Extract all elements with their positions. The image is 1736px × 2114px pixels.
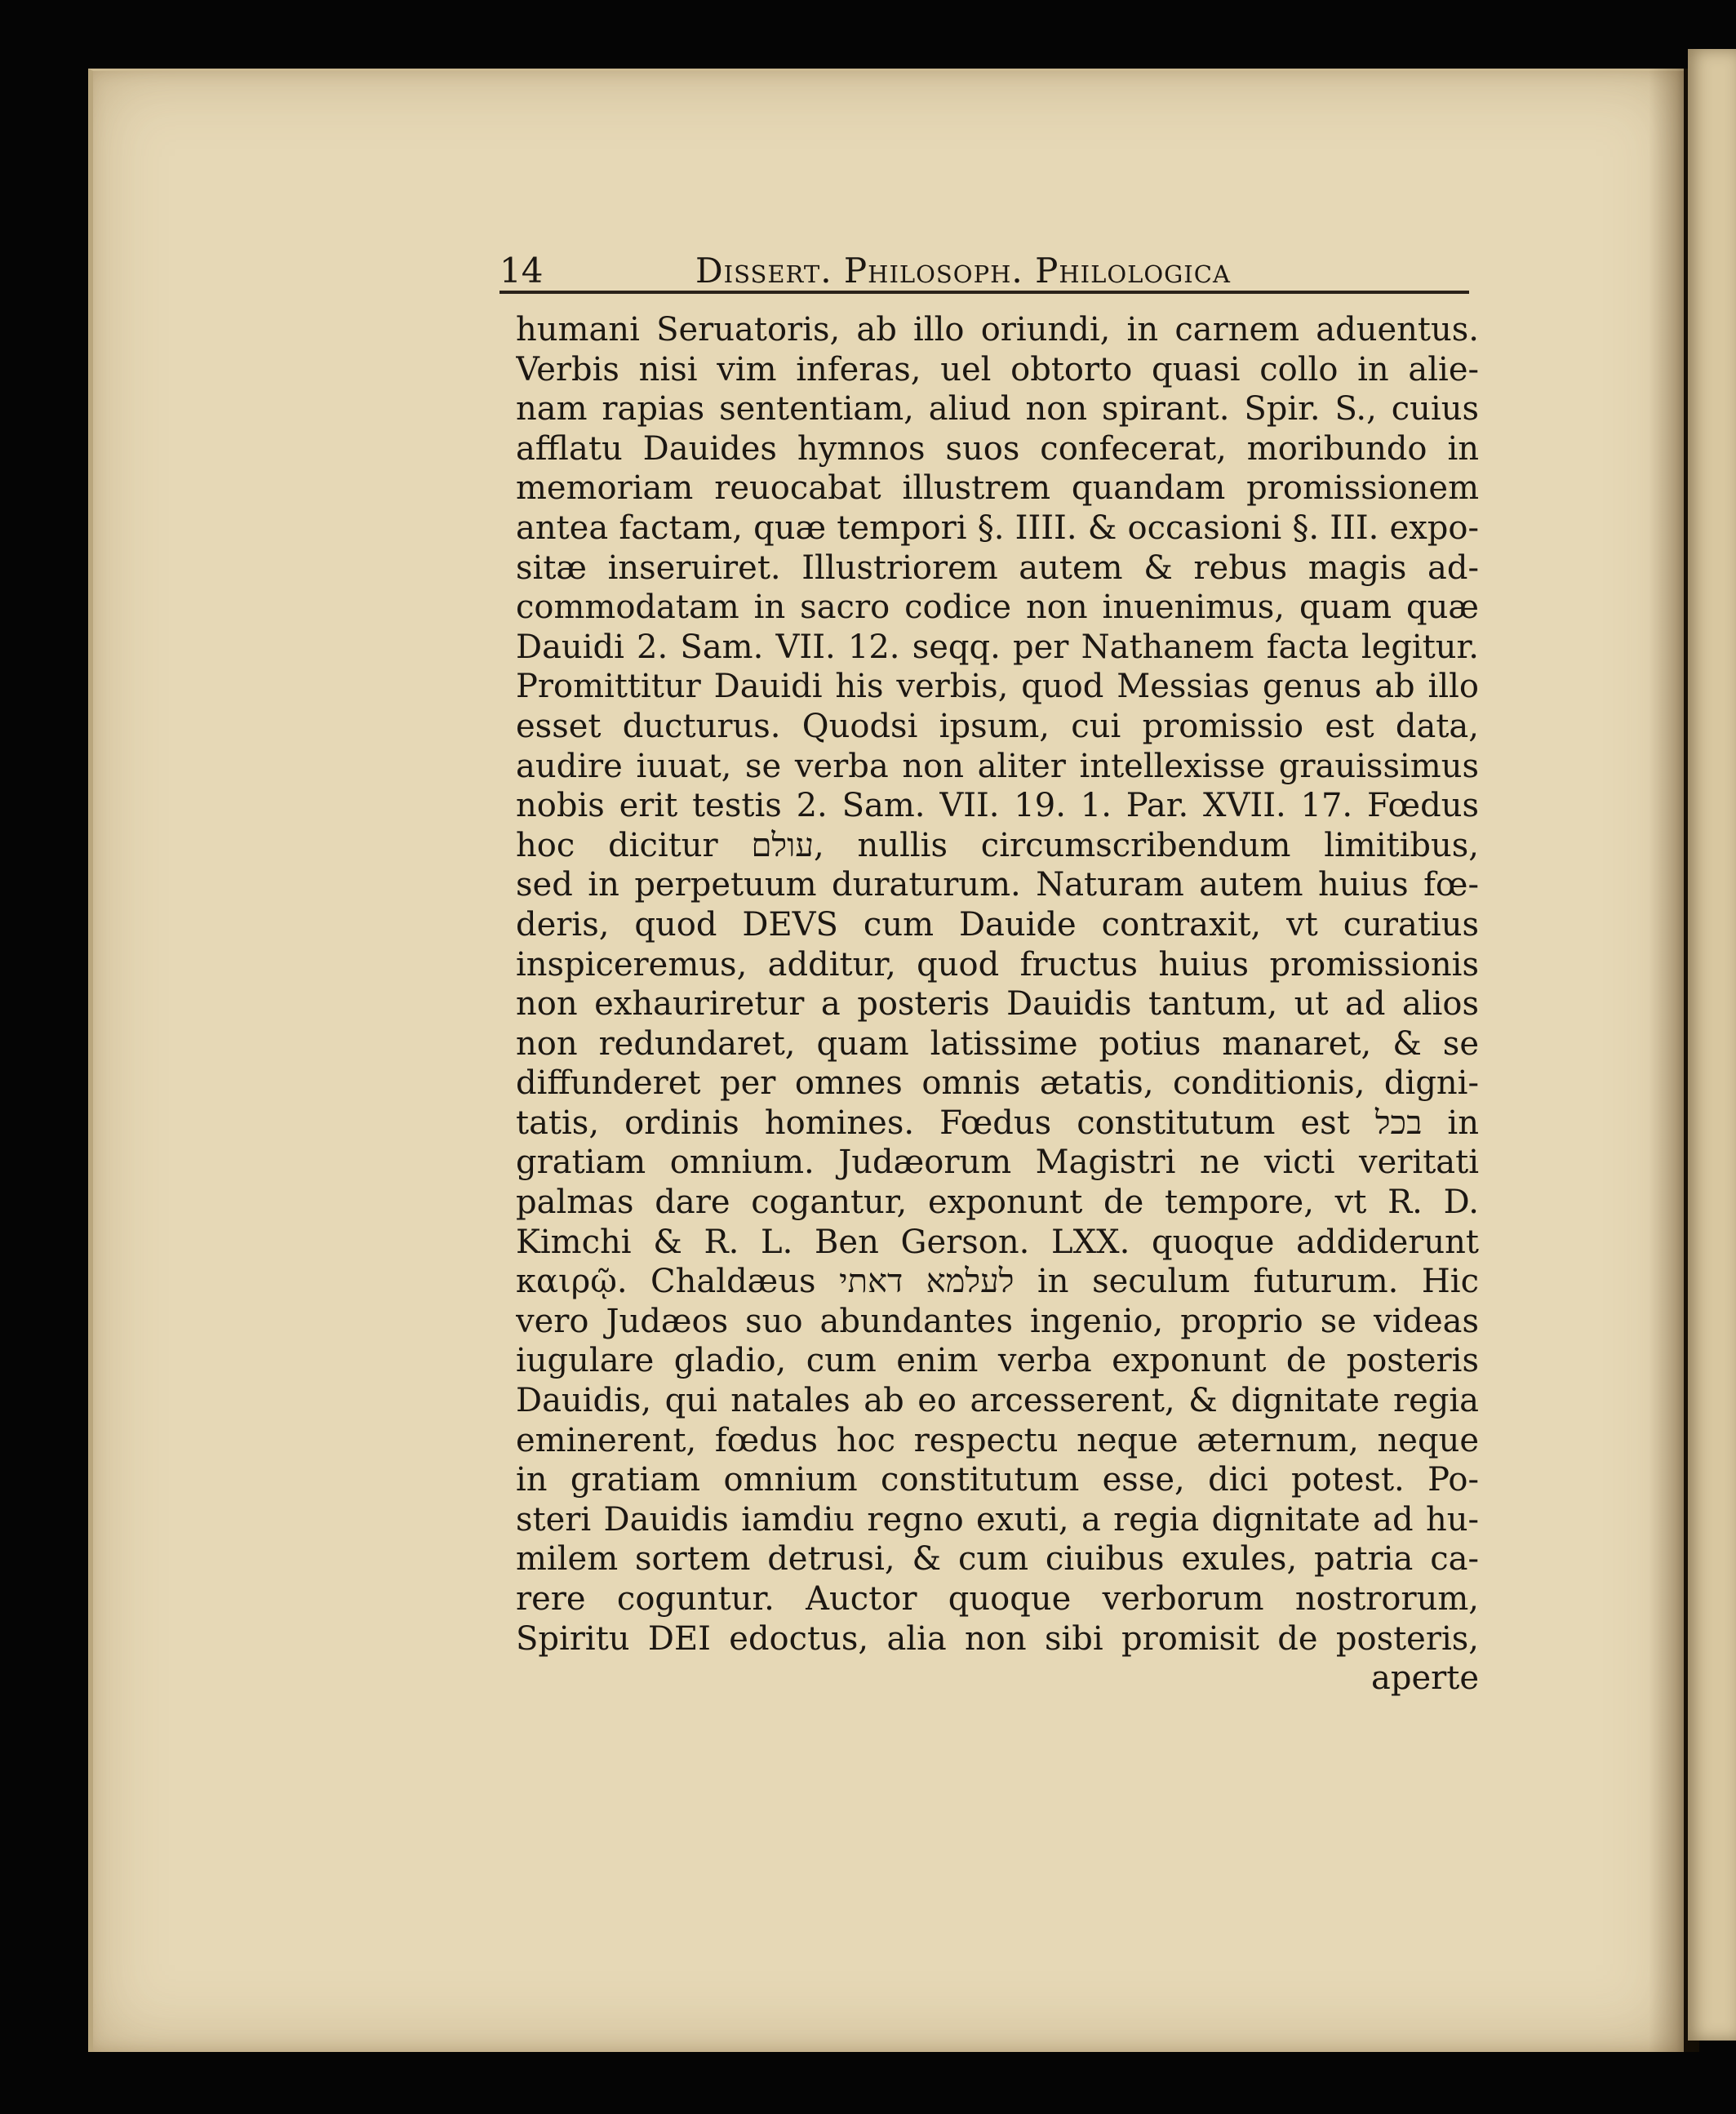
text-line: hoc dicitur עולם, nullis circumscribendum limitibus, xyxy=(516,826,1479,864)
body-text xyxy=(516,310,1479,1699)
running-head: Dissert. Philosoph. Philologica xyxy=(695,251,1231,291)
text-line: Promittitur Dauidi his verbis, quod Messias genus ab illo xyxy=(516,668,1479,706)
text-line: esset ducturus. Quodsi ipsum, cui promissio est data, xyxy=(516,707,1479,745)
text-line: milem sortem detrusi, & cum ciuibus exules, patria ca- xyxy=(516,1540,1479,1579)
catchword: aperte xyxy=(1371,1659,1479,1698)
text-line: Dauidis, qui natales ab eo arcesserent, & dignitate regia xyxy=(516,1382,1479,1420)
facing-page-edge xyxy=(1688,49,1736,2041)
page-number: 14 xyxy=(499,251,544,291)
text-line: eminerent, fœdus hoc respectu neque æternum, neque xyxy=(516,1421,1479,1459)
text-line: vero Judæos suo abundantes ingenio, proprio se videas xyxy=(516,1302,1479,1340)
text-line: non redundaret, quam latissime potius manaret, & se xyxy=(516,1024,1479,1063)
text-line: rere coguntur. Auctor quoque verborum nostrorum, xyxy=(516,1580,1479,1618)
text-line: sitæ inseruiret. Illustriorem autem & rebus magis ad- xyxy=(516,548,1479,587)
text-line: afflatu Dauides hymnos suos confecerat, moribundo in xyxy=(516,429,1479,468)
text-line: gratiam omnium. Judæorum Magistri ne victi veritati xyxy=(516,1144,1479,1182)
text-line: antea factam, quæ tempori §. IIII. & occasioni §. III. expo- xyxy=(516,509,1479,547)
text-line: καιρῷ. Chaldæus לעלמא דאתי in seculum futurum. Hic xyxy=(516,1263,1479,1301)
text-line: in gratiam omnium constitutum esse, dici potest. Po- xyxy=(516,1461,1479,1499)
text-line: Kimchi & R. L. Ben Gerson. LXX. quoque addiderunt xyxy=(516,1223,1479,1261)
text-line: iugulare gladio, cum enim verba exponunt de posteris xyxy=(516,1342,1479,1380)
text-line: nobis erit testis 2. Sam. VII. 19. 1. Par. XVII. 17. Fœdus xyxy=(516,787,1479,825)
text-line: steri Dauidis iamdiu regno exuti, a regia dignitate ad hu- xyxy=(516,1500,1479,1539)
header-rule xyxy=(499,291,1469,294)
text-line: palmas dare cogantur, exponunt de tempore, vt R. D. xyxy=(516,1184,1479,1222)
text-line: diffunderet per omnes omnis ætatis, conditionis, digni- xyxy=(516,1064,1479,1103)
text-line: Dauidi 2. Sam. VII. 12. seqq. per Nathanem facta legitur. xyxy=(516,628,1479,666)
text-line: nam rapias sententiam, aliud non spirant. Spir. S., cuius xyxy=(516,390,1479,429)
text-line: humani Seruatoris, ab illo oriundi, in carnem aduentus. xyxy=(516,311,1479,349)
text-line: inspiceremus, additur, quod fructus huius promissionis xyxy=(516,945,1479,984)
text-line: sed in perpetuum duraturum. Naturam autem huius fœ- xyxy=(516,866,1479,904)
text-line: commodatam in sacro codice non inuenimus, quam quæ xyxy=(516,588,1479,627)
text-line: audire iuuat, se verba non aliter intellexisse grauissimus xyxy=(516,747,1479,785)
text-line: Verbis nisi vim inferas, uel obtorto quasi collo in alie- xyxy=(516,350,1479,389)
text-line: non exhauriretur a posteris Dauidis tantum, ut ad alios xyxy=(516,985,1479,1024)
text-line: Spiritu DEI edoctus, alia non sibi promisit de posteris, xyxy=(516,1619,1479,1658)
text-line: tatis, ordinis homines. Fœdus constitutum est בכל in xyxy=(516,1104,1479,1142)
text-line: memoriam reuocabat illustrem quandam promissionem xyxy=(516,469,1479,508)
text-line: deris, quod DEVS cum Dauide contraxit, vt curatius xyxy=(516,905,1479,944)
